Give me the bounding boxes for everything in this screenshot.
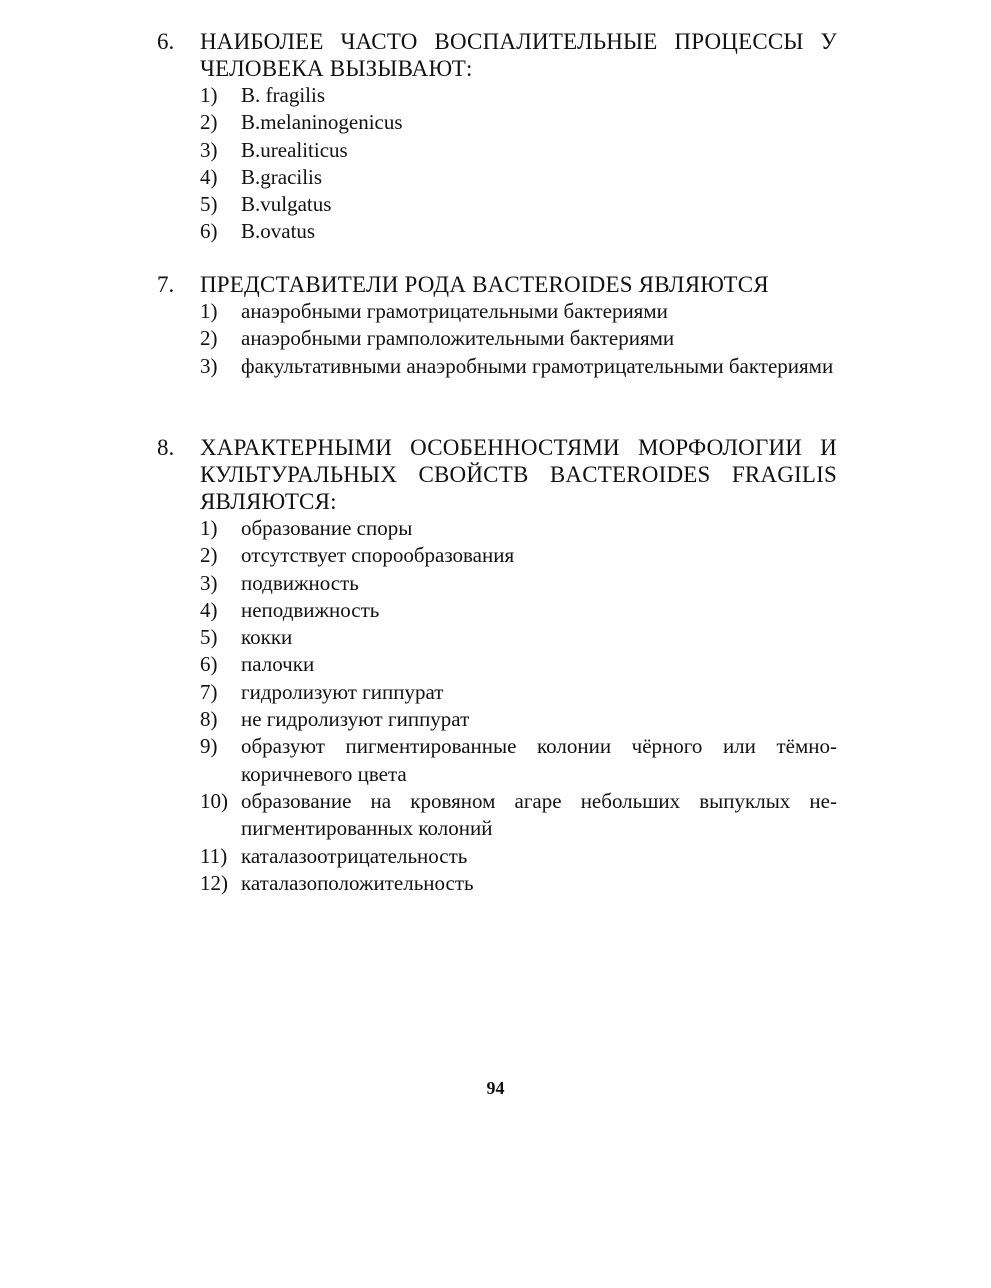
option-number: 7)	[200, 679, 218, 704]
option-text: образование на кровяном агаре небольших выпуклых непигментированных колоний	[241, 788, 837, 841]
question-text: НАИБОЛЕЕ ЧАСТО ВОСПАЛИТЕЛЬНЫЕ ПРОЦЕССЫ У ЧЕЛОВЕКА ВЫЗЫВАЮТ:	[200, 29, 837, 81]
option-item	[200, 164, 837, 191]
question-6	[157, 28, 837, 246]
option-item	[200, 542, 837, 569]
option-number: 12)	[200, 870, 228, 895]
option-text: образование споры	[241, 516, 413, 540]
option-item	[200, 788, 837, 843]
option-item	[200, 353, 837, 380]
option-number: 3)	[200, 353, 218, 378]
option-number: 10)	[200, 788, 228, 813]
option-item	[200, 191, 837, 218]
option-number: 1)	[200, 299, 218, 323]
option-number: 11)	[200, 843, 228, 868]
option-number: 2)	[200, 110, 218, 135]
option-text: гидролизуют гиппурат	[241, 679, 444, 704]
option-number: 4)	[200, 597, 218, 622]
options-list	[157, 298, 837, 380]
option-number: 3)	[200, 570, 218, 595]
option-text: B.melaninogenicus	[241, 110, 403, 135]
option-item	[200, 515, 837, 542]
option-number: 2)	[200, 543, 218, 568]
option-item	[200, 325, 837, 352]
option-text: B.gracilis	[241, 164, 323, 189]
option-item	[200, 651, 837, 678]
option-number: 2)	[200, 326, 218, 351]
option-number: 5)	[200, 192, 218, 217]
option-item	[200, 570, 837, 597]
option-item	[200, 870, 837, 897]
option-item	[200, 597, 837, 624]
page-number: 94	[486, 1078, 505, 1098]
option-number: 9)	[200, 734, 218, 759]
question-heading	[157, 434, 837, 515]
option-item	[200, 218, 837, 245]
option-text: факультативными анаэробными грамотрицательными бактериями	[241, 353, 834, 378]
question-number: 8.	[157, 435, 175, 460]
option-number: 6)	[200, 219, 218, 244]
option-item	[200, 733, 837, 788]
question-7	[157, 271, 837, 380]
question-text: ХАРАКТЕРНЫМИ ОСОБЕННОСТЯМИ МОРФОЛОГИИ И КУЛЬТУРАЛЬНЫХ СВОЙСТВ BACTEROIDES FRAGILIS ЯВЛЯЮТСЯ:	[200, 435, 837, 514]
option-item	[200, 137, 837, 164]
option-text: не гидролизуют гиппурат	[241, 707, 470, 732]
option-text: палочки	[241, 652, 315, 677]
option-text: образуют пигментированные колонии чёрного или тёмно-коричневого цвета	[241, 734, 837, 786]
option-text: B.urealiticus	[241, 137, 348, 162]
option-number: 8)	[200, 707, 218, 732]
option-text: неподвижность	[241, 597, 380, 622]
option-text: каталазоотрицательность	[241, 843, 468, 868]
option-text: каталазоположительность	[241, 870, 474, 895]
option-item	[200, 624, 837, 651]
option-text: B.vulgatus	[241, 192, 332, 217]
option-number: 1)	[200, 83, 218, 107]
option-item	[200, 109, 837, 136]
option-item	[200, 679, 837, 706]
option-number: 4)	[200, 164, 218, 189]
option-item	[200, 82, 837, 109]
option-number: 1)	[200, 516, 218, 540]
question-heading	[157, 28, 837, 82]
options-list	[157, 515, 837, 897]
option-text: анаэробными грамотрицательными бактериями	[241, 299, 668, 323]
option-number: 6)	[200, 652, 218, 677]
options-list	[157, 82, 837, 246]
option-text: подвижность	[241, 570, 359, 595]
option-text: B.ovatus	[241, 219, 316, 244]
option-text: B. fragilis	[241, 83, 325, 107]
option-item	[200, 843, 837, 870]
question-8	[157, 434, 837, 897]
option-text: анаэробными грамположительными бактериями	[241, 326, 675, 351]
question-number: 7.	[157, 272, 175, 297]
option-number: 3)	[200, 137, 218, 162]
question-number: 6.	[157, 29, 175, 54]
option-item	[200, 706, 837, 733]
option-text: отсутствует спорообразования	[241, 543, 515, 568]
question-text: ПРЕДСТАВИТЕЛИ РОДА BACTEROIDES ЯВЛЯЮТСЯ	[200, 272, 769, 297]
option-number: 5)	[200, 625, 218, 650]
question-heading	[157, 271, 837, 298]
option-item	[200, 298, 837, 325]
option-text: кокки	[241, 625, 293, 650]
